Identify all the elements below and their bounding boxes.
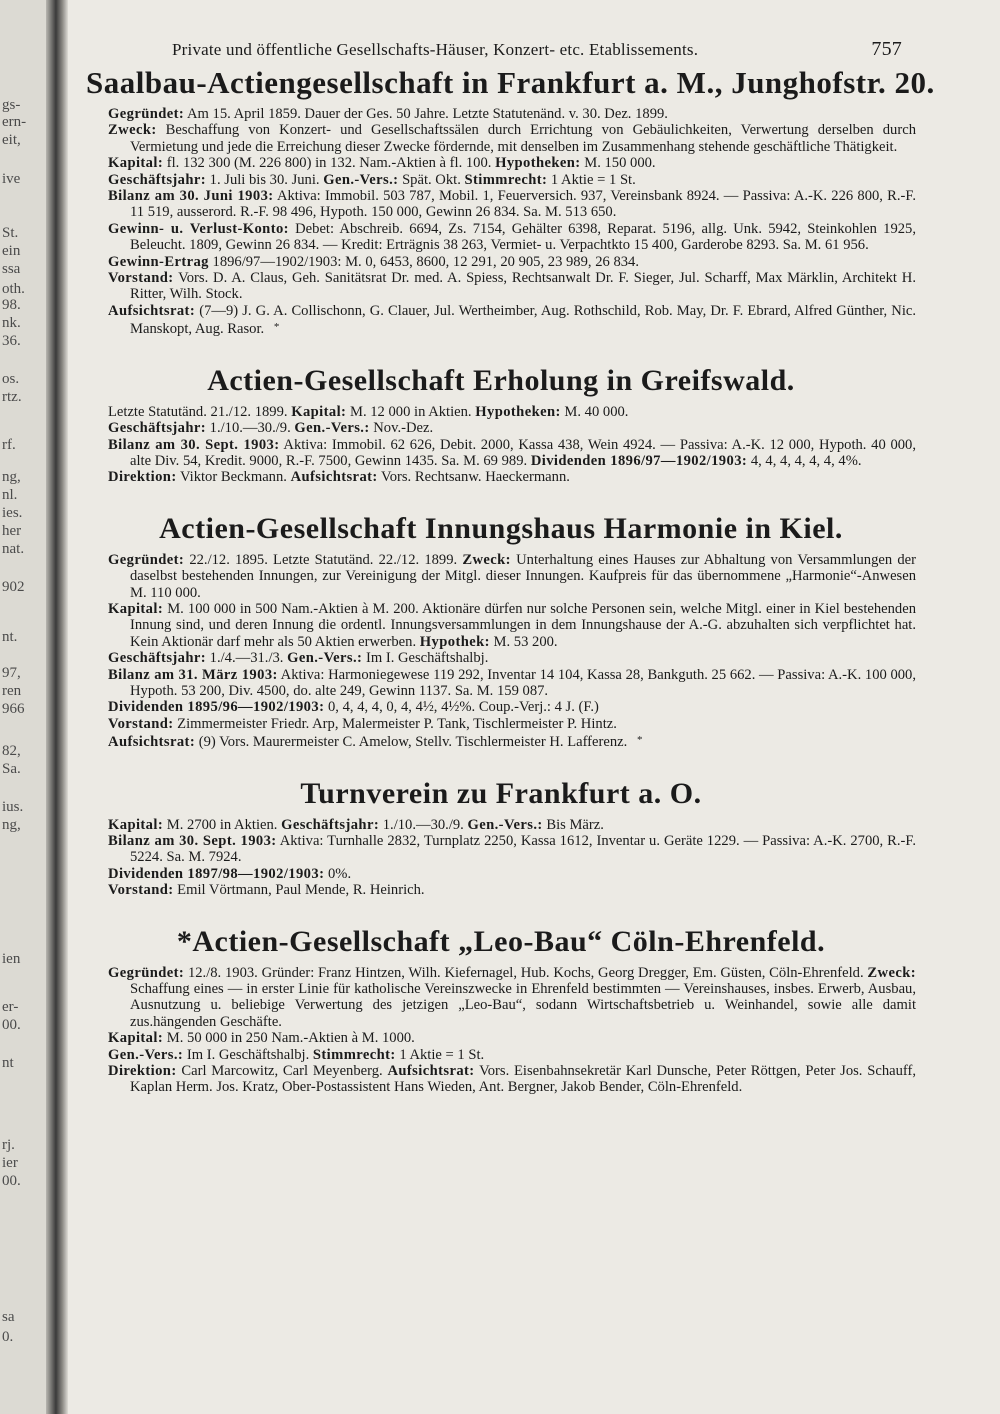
facing-page-fragment-text: sa: [2, 1309, 15, 1325]
facing-page-fragment-text: 00.: [2, 1017, 21, 1033]
facing-page-fragment-text: her: [2, 523, 22, 539]
entry-line: [86, 866, 916, 882]
field-label: Gen.-Vers.:: [467, 816, 543, 833]
entry-line: [86, 155, 916, 171]
field-value: Im I. Geschäftshalbj.: [365, 650, 489, 667]
field-label: Hypotheken:: [475, 403, 561, 420]
entry-line: [86, 1047, 916, 1063]
facing-page-fragment-text: 97,: [2, 665, 21, 681]
entry-line: [86, 122, 916, 155]
field-value: 0%.: [328, 865, 352, 882]
entry-line: [86, 221, 916, 254]
company-title: *Actien-Gesellschaft „Leo-Bau“ Cöln-Ehrenfeld.: [176, 924, 826, 958]
company-listings: [86, 65, 935, 1096]
field-label: Hypotheken:: [495, 155, 581, 172]
entry-line: [86, 965, 916, 1031]
company-entry: [86, 512, 916, 751]
facing-page-fragment-text: rj.: [2, 1137, 15, 1153]
entry-line: [86, 172, 916, 188]
field-label: Geschäftsjahr:: [108, 650, 207, 667]
facing-page-fragment-text: 0.: [2, 1329, 14, 1345]
field-label: Gen.-Vers.:: [294, 420, 370, 437]
field-value: M. 100 000 in 500 Nam.-Aktien à M. 200. Aktionäre dürfen nur solche Personen sein, welche Mitgl. einer in Kiel bestehenden Innung sind, und deren Innung die ordentl. Innungsversammlungen in dem Innungshause der A.-G. abzuhalten sich verpflichtet hat. Kein Aktionär darf mehr als 50 Aktien erwerben.: [130, 600, 916, 650]
field-value: Schaffung eines — in erster Linie für katholische Vereinszwecke in Ehrenfeld bestimmten — Vereinshauses, insbes. Erwerb, Ausbau, Ausnutzung u. beliebige Verwertung des jetzigen „Leo-Bau“, sodann Wirtschaftsbetrieb u. Weinhandel, sowie alle damit zus.hängenden Geschäfte.: [130, 981, 916, 1030]
field-label: Stimmrecht:: [312, 1046, 396, 1063]
page-number: 757: [871, 38, 902, 60]
facing-page-fragment-text: rtz.: [2, 389, 22, 405]
entry-line: [86, 469, 916, 485]
field-label: Zweck:: [462, 551, 511, 568]
field-label: Kapital:: [291, 403, 347, 420]
field-value: 1 Aktie = 1 St.: [399, 1046, 485, 1063]
facing-page-fragment-text: ier: [2, 1155, 18, 1171]
entry-line: [86, 1030, 916, 1046]
field-label: Vorstand:: [108, 270, 174, 287]
facing-page-fragment-text: nt: [2, 1055, 14, 1071]
field-value: 22./12. 1895. Letzte Statutänd. 22./12. 1899.: [189, 551, 458, 568]
field-label: Geschäftsjahr:: [281, 816, 380, 833]
field-value: M. 53 200.: [493, 633, 558, 650]
facing-page-fragment-text: 98.: [2, 297, 21, 313]
facing-page-fragment-text: er-: [2, 999, 19, 1015]
field-value: Aktiva: Immobil. 62 626, Debit. 2000, Kassa 438, Wein 4924. — Passiva: A.-K. 12 000, Hypoth. 40 000, alte Div. 54, Kredit. 9000, R.-F. 7500, Gewinn 1435. Sa. M. 69 989.: [130, 436, 916, 469]
field-label: Aufsichtsrat:: [290, 469, 378, 486]
field-value: 12./8. 1903. Gründer: Franz Hintzen, Wilh. Kiefernagel, Hub. Kochs, Georg Dregger, Em. Güsten, Cöln-Ehrenfeld.: [187, 964, 864, 981]
entry-line: [86, 270, 916, 303]
field-value: Am 15. April 1859. Dauer der Ges. 50 Jahre. Letzte Statutenänd. v. 30. Dez. 1899.: [187, 106, 668, 122]
entry-line: [86, 716, 916, 732]
company-title: Actien-Gesellschaft Erholung in Greifswald.: [207, 363, 795, 397]
entry-line: [86, 106, 916, 122]
field-value: Debet: Abschreib. 6694, Zs. 7154, Gehälter 6398, Reparat. 5196, allg. Unk. 5942, Steinkohlen 1925, Beleucht. 1809, Gewinn 26 834. — Kredit: Erträgnis 38 263, Vermiet- u. Verpachtkto 15 400, Garderobe 8293. Sa. M. 61 956.: [130, 220, 916, 254]
field-value: Bis März.: [546, 816, 604, 833]
field-label: Gen.-Vers.:: [287, 650, 363, 667]
field-value: M. 2700 in Aktien.: [166, 816, 278, 833]
company-entry: [86, 65, 935, 338]
field-label: Gen.-Vers.:: [323, 171, 399, 188]
facing-page-fragment-text: St.: [2, 225, 19, 241]
entry-line: [86, 817, 916, 833]
facing-page-fragment-text: nk.: [2, 315, 21, 331]
entry-line: [86, 303, 916, 338]
facing-page-fragment-text: oth.: [2, 281, 25, 297]
facing-page-fragment-text: ein: [2, 243, 21, 259]
facing-page-fragment-text: ius.: [2, 799, 24, 815]
document-page: [86, 30, 935, 1096]
entry-line: [86, 404, 916, 420]
field-label: Direktion:: [108, 469, 177, 486]
field-value: M. 40 000.: [564, 403, 629, 420]
company-title: Actien-Gesellschaft Innungshaus Harmonie in Kiel.: [159, 511, 843, 545]
facing-page-fragment-text: eit,: [2, 132, 21, 148]
entry-line: [86, 254, 916, 270]
facing-page-fragment-text: ive: [2, 171, 21, 187]
entry-line: [86, 699, 916, 715]
field-label: Aufsichtsrat:: [108, 734, 196, 751]
field-label: Gewinn- u. Verlust-Konto:: [108, 220, 289, 237]
field-value: Nov.-Dez.: [373, 420, 434, 437]
field-label: Bilanz am 30. Sept. 1903:: [108, 833, 277, 849]
field-label: Dividenden 1895/96—1902/1903:: [108, 699, 325, 716]
field-label: Gegründet:: [108, 106, 185, 122]
facing-page-fragment-text: 902: [2, 579, 25, 595]
field-value: M. 150 000.: [584, 155, 656, 172]
field-label: Dividenden 1896/97—1902/1903:: [530, 452, 748, 469]
field-value: (7—9) J. G. A. Collischonn, G. Clauer, Jul. Wertheimber, Aug. Rothschild, Rob. May, Dr. F. Ebrard, Alfred Günther, Nic. Manskopt, Aug. Rasor.: [130, 302, 916, 338]
company-entry: [86, 925, 916, 1096]
field-value: 1896/97—1902/1903: M. 0, 6453, 8600, 12 291, 20 905, 23 989, 26 834.: [212, 253, 639, 270]
facing-page-fragment-text: 00.: [2, 1173, 21, 1189]
field-label: Gewinn-Ertrag: [108, 253, 209, 270]
entry-line: [86, 667, 916, 700]
entry-line: [86, 732, 916, 750]
entry-line: [86, 552, 916, 601]
field-label: Stimmrecht:: [464, 171, 548, 188]
field-value: Vors. Eisenbahnsekretär Karl Dunsche, Peter Röttgen, Peter Jos. Schauff, Kaplan Herm. Jos. Kratz, Ober-Postassistent Hans Wieden, Ant. Bergner, Jakob Bender, Cöln-Ehrenfeld.: [130, 1063, 916, 1096]
facing-page-fragment-text: ies.: [2, 505, 23, 521]
field-label: Zweck:: [867, 964, 916, 981]
entry-line: [86, 188, 916, 221]
facing-page-fragment-text: ern-: [2, 114, 27, 130]
entry-line: [86, 420, 916, 436]
field-value: Coup.-Verj.: 4 J. (F.): [478, 699, 599, 716]
running-head: [86, 30, 916, 60]
facing-page-fragment-text: nat.: [2, 541, 25, 557]
field-value: 1. Juli bis 30. Juni.: [209, 171, 320, 188]
entry-line: [86, 1063, 916, 1096]
field-value: Emil Vörtmann, Paul Mende, R. Heinrich.: [177, 882, 425, 899]
field-value: Letzte Statutänd. 21./12. 1899.: [108, 403, 288, 420]
facing-page-fragment-text: ien: [2, 951, 21, 967]
field-label: Geschäftsjahr:: [108, 420, 207, 437]
company-entry: [86, 364, 916, 486]
facing-page-fragment-text: gs-: [2, 97, 21, 113]
field-value: 1 Aktie = 1 St.: [550, 171, 636, 188]
field-label: Direktion:: [108, 1063, 177, 1080]
field-value: 1./4.—31./3.: [209, 650, 284, 667]
field-label: Gegründet:: [108, 964, 185, 981]
entry-line: [86, 601, 916, 650]
field-value: Vors. Rechtsanw. Haeckermann.: [381, 469, 570, 486]
field-value: Unterhaltung eines Hauses zur Abhaltung von Versammlungen der daselbst bestehenden Innungen, zur Vereinigung der Mitgl. dieser Innungen. Kaufpreis für das übernommene „Harmonie“-Anwesen M. 110 000.: [130, 551, 916, 601]
field-label: Kapital:: [108, 600, 164, 617]
facing-page-fragment-text: os.: [2, 371, 20, 387]
field-label: Aufsichtsrat:: [387, 1063, 475, 1080]
field-label: Bilanz am 30. Sept. 1903:: [108, 436, 280, 453]
facing-page-fragment-text: nt.: [2, 629, 18, 645]
facing-page-fragment-text: ng,: [2, 817, 21, 833]
field-label: Vorstand:: [108, 715, 174, 732]
field-label: Hypothek:: [419, 633, 490, 650]
field-value: Spät. Okt.: [402, 171, 461, 188]
field-value: Aktiva: Immobil. 503 787, Mobil. 1, Feuerversich. 937, Vereinsbank 8924. — Passiva: A.-K. 226 800, R.-F. 11 519, ausserord. R.-F. 98 496, Hypoth. 150 000, Gewinn 26 834. Sa. M. 513 650.: [130, 188, 916, 221]
field-value: M. 12 000 in Aktien.: [349, 403, 472, 420]
field-value: 1./10.—30./9.: [382, 816, 464, 833]
footnote-mark: *: [636, 734, 643, 747]
field-value: 1./10.—30./9.: [209, 420, 291, 437]
field-value: Viktor Beckmann.: [179, 469, 287, 486]
facing-page-fragment-text: rf.: [2, 437, 16, 453]
entry-line: [86, 882, 916, 898]
field-label: Bilanz am 30. Juni 1903:: [108, 188, 274, 205]
field-value: (9) Vors. Maurermeister C. Amelow, Stellv. Tischlermeister H. Lafferenz.: [198, 734, 628, 751]
facing-page-fragment-text: 82,: [2, 743, 21, 759]
field-label: Bilanz am 31. März 1903:: [108, 666, 278, 683]
facing-page-fragment-text: nl.: [2, 487, 18, 503]
entry-line: [86, 650, 916, 666]
field-value: 4, 4, 4, 4, 4, 4, 4%.: [750, 452, 862, 469]
company-title: Saalbau-Actiengesellschaft in Frankfurt a. M., Junghofstr. 20.: [86, 65, 935, 100]
field-value: Im I. Geschäftshalbj.: [186, 1046, 310, 1063]
company-entry: [86, 777, 916, 899]
field-label: Geschäftsjahr:: [108, 171, 207, 188]
facing-page-fragment-text: ng,: [2, 469, 21, 485]
facing-page-fragment-text: ren: [2, 683, 22, 699]
field-value: Zimmermeister Friedr. Arp, Malermeister P. Tank, Tischlermeister P. Hintz.: [177, 715, 617, 732]
field-label: Dividenden 1897/98—1902/1903:: [108, 865, 325, 882]
field-value: Aktiva: Turnhalle 2832, Turnplatz 2250, Kassa 1612, Inventar u. Geräte 1229. — Passiva: A.-K. 2700, R.-F. 5224. Sa. M. 7924.: [130, 833, 916, 866]
field-value: M. 50 000 in 250 Nam.-Aktien à M. 1000.: [166, 1030, 415, 1047]
entry-line: [86, 833, 916, 866]
field-value: Carl Marcowitz, Carl Meyenberg.: [181, 1063, 383, 1080]
field-value: Aktiva: Harmoniegewese 119 292, Inventar 14 104, Kassa 28, Bankguth. 25 662. — Passiva: A.-K. 100 000, Hypoth. 53 200, Div. 4500, do. alte 249, Gewinn 1137. Sa. M. 159 087.: [130, 666, 916, 699]
book-gutter: [46, 0, 68, 1414]
footnote-mark: *: [273, 321, 280, 334]
field-label: Kapital:: [108, 155, 164, 172]
facing-page-fragment-text: ssa: [2, 261, 21, 277]
running-head-title: Private und öffentliche Gesellschafts-Häuser, Konzert- etc. Etablissements.: [172, 40, 699, 59]
field-label: Gegründet:: [108, 551, 185, 568]
field-label: Kapital:: [108, 1030, 164, 1047]
facing-page-fragment-text: Sa.: [2, 761, 21, 777]
field-label: Zweck:: [108, 122, 157, 139]
company-title: Turnverein zu Frankfurt a. O.: [300, 776, 702, 810]
field-value: Vors. D. A. Claus, Geh. Sanitätsrat Dr. med. A. Spiess, Rechtsanwalt Dr. F. Sieger, Jul. Scharff, Max Märklin, Architekt H. Ritter, Wilh. Stock.: [130, 270, 916, 303]
facing-page-fragment-text: 966: [2, 701, 25, 717]
field-label: Aufsichtsrat:: [108, 302, 196, 319]
field-value: 0, 4, 4, 4, 0, 4, 4½, 4½%.: [328, 699, 476, 716]
field-value: Beschaffung von Konzert- und Gesellschaftssälen durch Errichtung von Gebäulichkeiten, Verwertung derselben durch Vermietung und jede die Erreichung dieser Zwecke fördernde, mit denselben im Zusammenhang stehende geschäftliche Thätigkeit.: [130, 122, 916, 155]
facing-page-fragment-text: 36.: [2, 333, 21, 349]
field-label: Kapital:: [108, 816, 164, 833]
field-label: Gen.-Vers.:: [108, 1046, 184, 1063]
field-value: fl. 132 300 (M. 226 800) in 132. Nam.-Aktien à fl. 100.: [166, 155, 492, 172]
entry-line: [86, 437, 916, 470]
field-label: Vorstand:: [108, 882, 174, 899]
